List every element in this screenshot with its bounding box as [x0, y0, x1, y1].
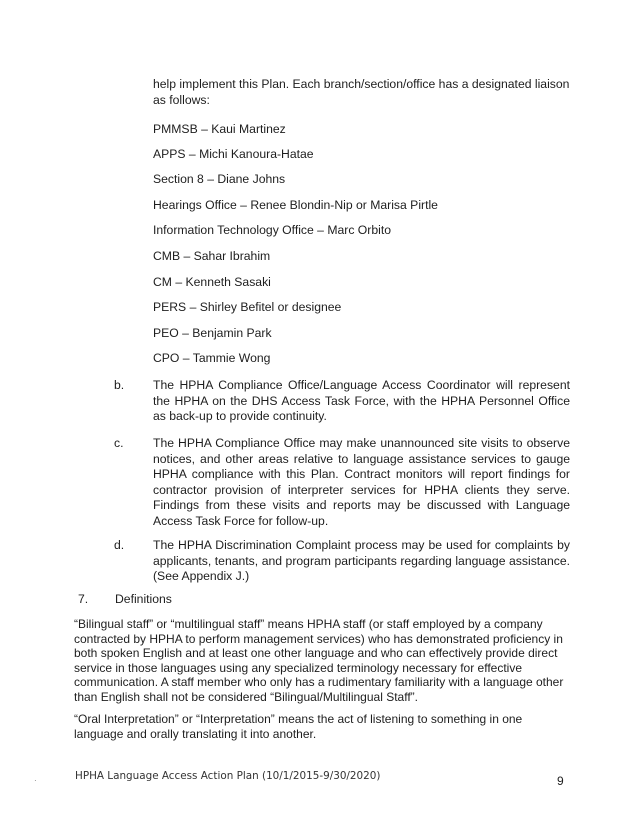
liaison-cpo: CPO – Tammie Wong	[153, 351, 271, 365]
liaison-hearings-office: Hearings Office – Renee Blondin-Nip or Marisa Pirtle	[153, 198, 438, 212]
liaison-peo: PEO – Benjamin Park	[153, 326, 272, 340]
item-text-c: The HPHA Compliance Office may make unannounced site visits to observe notices, and other areas relative to language assistance services to gauge HPHA compliance with this Plan. Contract monitors will report findings for contractor provision of interpreter services for HPHA clients they serve. Findings from these visits and reports may be discussed with Language Access Task Force for follow-up.	[153, 436, 570, 528]
liaison-pmmsb: PMMSB – Kaui Martinez	[153, 122, 286, 136]
item-letter-b: b.	[114, 378, 125, 392]
footer-title: HPHA Language Access Action Plan (10/1/2015-9/30/2020)	[75, 770, 381, 782]
liaison-apps: APPS – Michi Kanoura-Hatae	[153, 147, 314, 161]
margin-mark: ·	[34, 776, 37, 785]
section-title: Definitions	[115, 592, 172, 606]
liaison-pers: PERS – Shirley Befitel or designee	[153, 300, 342, 314]
page-number: 9	[557, 774, 564, 788]
liaison-section-8: Section 8 – Diane Johns	[153, 172, 286, 186]
definition-oral-interpretation: “Oral Interpretation” or “Interpretation” means the act of listening to something in one language and orally translating it into another.	[74, 712, 523, 741]
definition-bilingual-staff: “Bilingual staff” or “multilingual staff” means HPHA staff (or staff employed by a company contracted by HPHA to perform management services) who has demonstrated proficiency in both spoken English and at least one other language and who can effectively provide direct service in those languages using any specialized terminology necessary for effective communication. A staff member who only has a rudimentary familiarity with a language other than English shall not be considered “Bilingual/Multilingual Staff”.	[74, 617, 564, 704]
item-text-b: The HPHA Compliance Office/Language Access Coordinator will represent the HPHA on the DHS Access Task Force, with the HPHA Personnel Office as back-up to provide continuity.	[153, 378, 570, 423]
intro-paragraph: help implement this Plan. Each branch/section/office has a designated liaison as follows:	[153, 77, 570, 107]
liaison-cmb: CMB – Sahar Ibrahim	[153, 249, 271, 263]
section-number: 7.	[78, 592, 89, 606]
liaison-cm: CM – Kenneth Sasaki	[153, 275, 271, 289]
liaison-it-office: Information Technology Office – Marc Orbito	[153, 223, 391, 237]
item-letter-d: d.	[114, 538, 125, 552]
item-letter-c: c.	[114, 436, 124, 450]
item-text-d: The HPHA Discrimination Complaint process may be used for complaints by applicants, tenants, and program participants regarding language assistance. (See Appendix J.)	[153, 538, 570, 583]
